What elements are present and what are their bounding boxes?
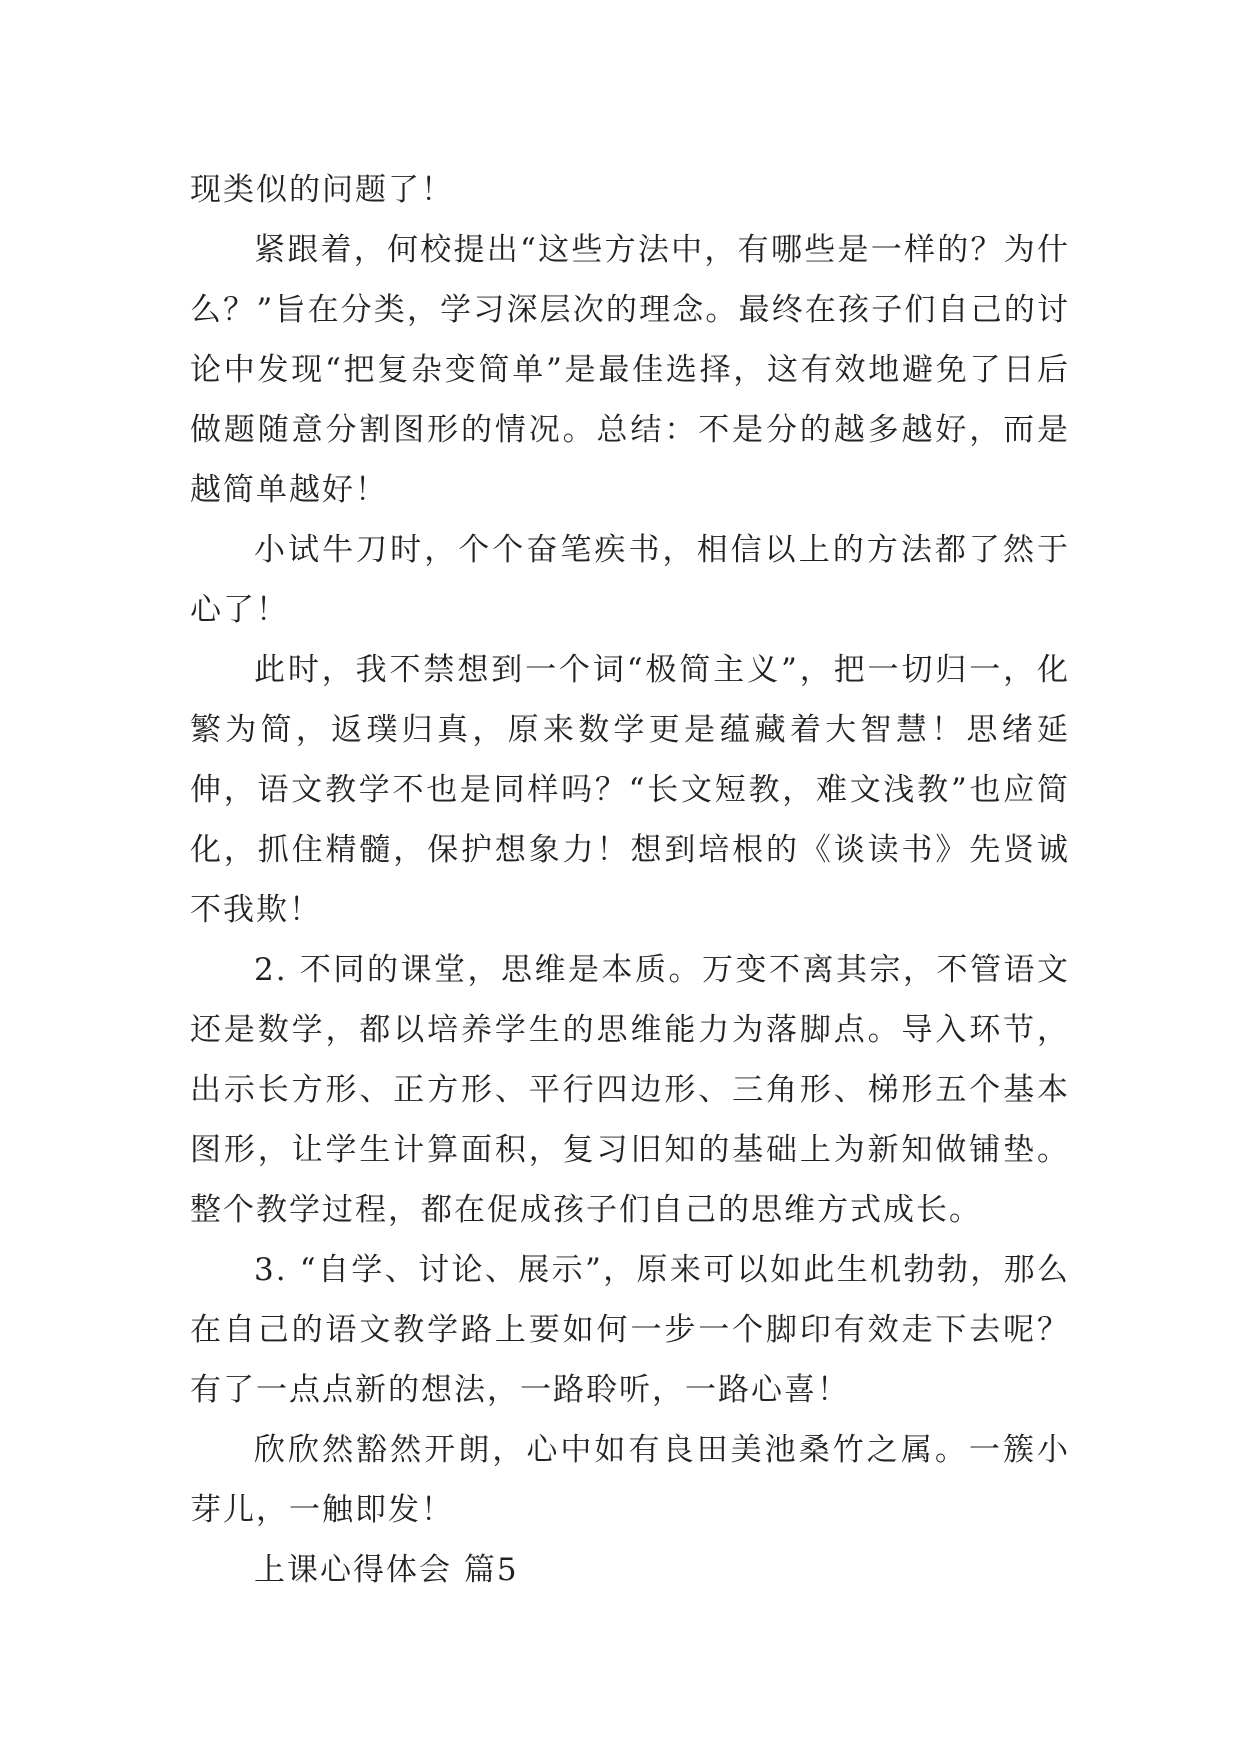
paragraph-point-3: 3. “自学、讨论、展示”，原来可以如此生机勃勃，那么在自己的语文教学路上要如何一步一个脚印有效走下去呢？有了一点点新的想法，一路聆听，一路心喜！ — [190, 1252, 1070, 1408]
paragraph-practice: 小试牛刀时，个个奋笔疾书，相信以上的方法都了然于心了！ — [190, 532, 1070, 628]
paragraph-conclusion: 欣欣然豁然开朗，心中如有良田美池桑竹之属。一簇小芽儿，一触即发！ — [190, 1432, 1070, 1528]
paragraph-point-2: 2. 不同的课堂，思维是本质。万变不离其宗，不管语文还是数学，都以培养学生的思维能力为落脚点。导入环节，出示长方形、正方形、平行四边形、三角形、梯形五个基本图形，让学生计算面积，复习旧知的基础上为新知做铺垫。整个教学过程，都在促成孩子们自己的思维方式成长。 — [190, 952, 1070, 1228]
section-heading: 上课心得体会 篇5 — [254, 1552, 519, 1588]
paragraph-classification: 紧跟着，何校提出“这些方法中，有哪些是一样的？为什么？”旨在分类，学习深层次的理念。最终在孩子们自己的讨论中发现“把复杂变简单”是最佳选择，这有效地避免了日后做题随意分割图形的情况。总结：不是分的越多越好，而是越简单越好！ — [190, 232, 1070, 508]
paragraph-minimalism: 此时，我不禁想到一个词“极简主义”，把一切归一，化繁为简，返璞归真，原来数学更是蕴藏着大智慧！思绪延伸，语文教学不也是同样吗？“长文短教，难文浅教”也应简化，抓住精髓，保护想象力！想到培根的《谈读书》先贤诚不我欺！ — [190, 652, 1070, 928]
document-body — [190, 160, 1070, 1600]
paragraph-continuation: 现类似的问题了！ — [190, 172, 454, 208]
